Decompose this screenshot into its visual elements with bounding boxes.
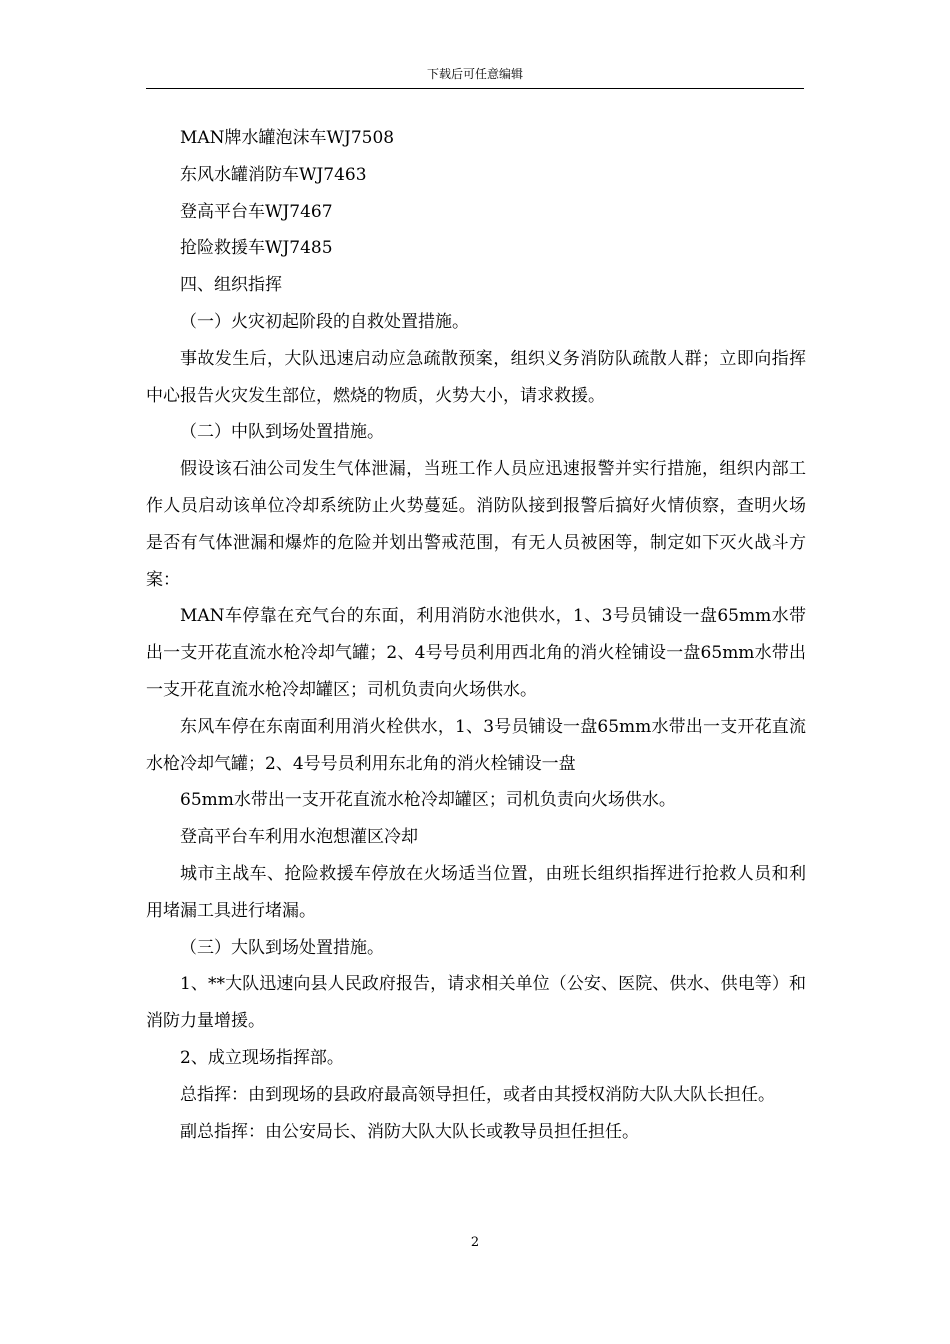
paragraph: 事故发生后，大队迅速启动应急疏散预案，组织义务消防队疏散人群；立即向指挥中心报告火灾发生部位，燃烧的物质，火势大小，请求救援。 (146, 348, 806, 406)
subsection-heading: （一）火灾初起阶段的自救处置措施。 (180, 311, 469, 332)
section-heading: 四、组织指挥 (180, 275, 282, 296)
paragraph: 65mm水带出一支开花直流水枪冷却罐区；司机负责向火场供水。 (180, 790, 676, 811)
subsection-heading: （二）中队到场处置措施。 (180, 422, 384, 443)
paragraph: 2、成立现场指挥部。 (180, 1047, 344, 1068)
subsection-heading: （三）大队到场处置措施。 (180, 937, 384, 958)
paragraph: MAN车停靠在充气台的东面，利用消防水池供水，1、3号员铺设一盘65mm水带出一支开花直流水枪冷却气罐；2、4号号员利用西北角的消火栓铺设一盘65mm水带出一支开花直流水枪冷却罐区；司机负责向火场供水。 (146, 606, 806, 700)
page-header: 下载后可任意编辑 (426, 67, 523, 81)
document-body (146, 120, 806, 1150)
paragraph: 副总指挥：由公安局长、消防大队大队长或教导员担任担任。 (180, 1121, 639, 1142)
page-number: 2 (470, 1235, 480, 1250)
paragraph: MAN牌水罐泡沫车WJ7508 (180, 128, 395, 148)
header-divider (146, 88, 804, 89)
paragraph: 抢险救援车WJ7485 (180, 238, 333, 259)
paragraph: 登高平台车WJ7467 (180, 201, 333, 222)
paragraph: 登高平台车利用水泡想灌区冷却 (180, 827, 418, 848)
paragraph: 城市主战车、抢险救援车停放在火场适当位置，由班长组织指挥进行抢救人员和利用堵漏工具进行堵漏。 (146, 863, 806, 921)
paragraph: 东风车停在东南面利用消火栓供水，1、3号员铺设一盘65mm水带出一支开花直流水枪冷却气罐；2、4号号员利用东北角的消火栓铺设一盘 (146, 716, 806, 774)
paragraph: 总指挥：由到现场的县政府最高领导担任，或者由其授权消防大队大队长担任。 (180, 1084, 775, 1105)
paragraph: 假设该石油公司发生气体泄漏，当班工作人员应迅速报警并实行措施，组织内部工作人员启动该单位冷却系统防止火势蔓延。消防队接到报警后搞好火情侦察，查明火场是否有气体泄漏和爆炸的危险并划出警戒范围，有无人员被困等，制定如下灭火战斗方案： (146, 459, 806, 590)
paragraph: 1、**大队迅速向县人民政府报告，请求相关单位（公安、医院、供水、供电等）和消防力量增援。 (146, 974, 806, 1032)
paragraph: 东风水罐消防车WJ7463 (180, 164, 367, 185)
